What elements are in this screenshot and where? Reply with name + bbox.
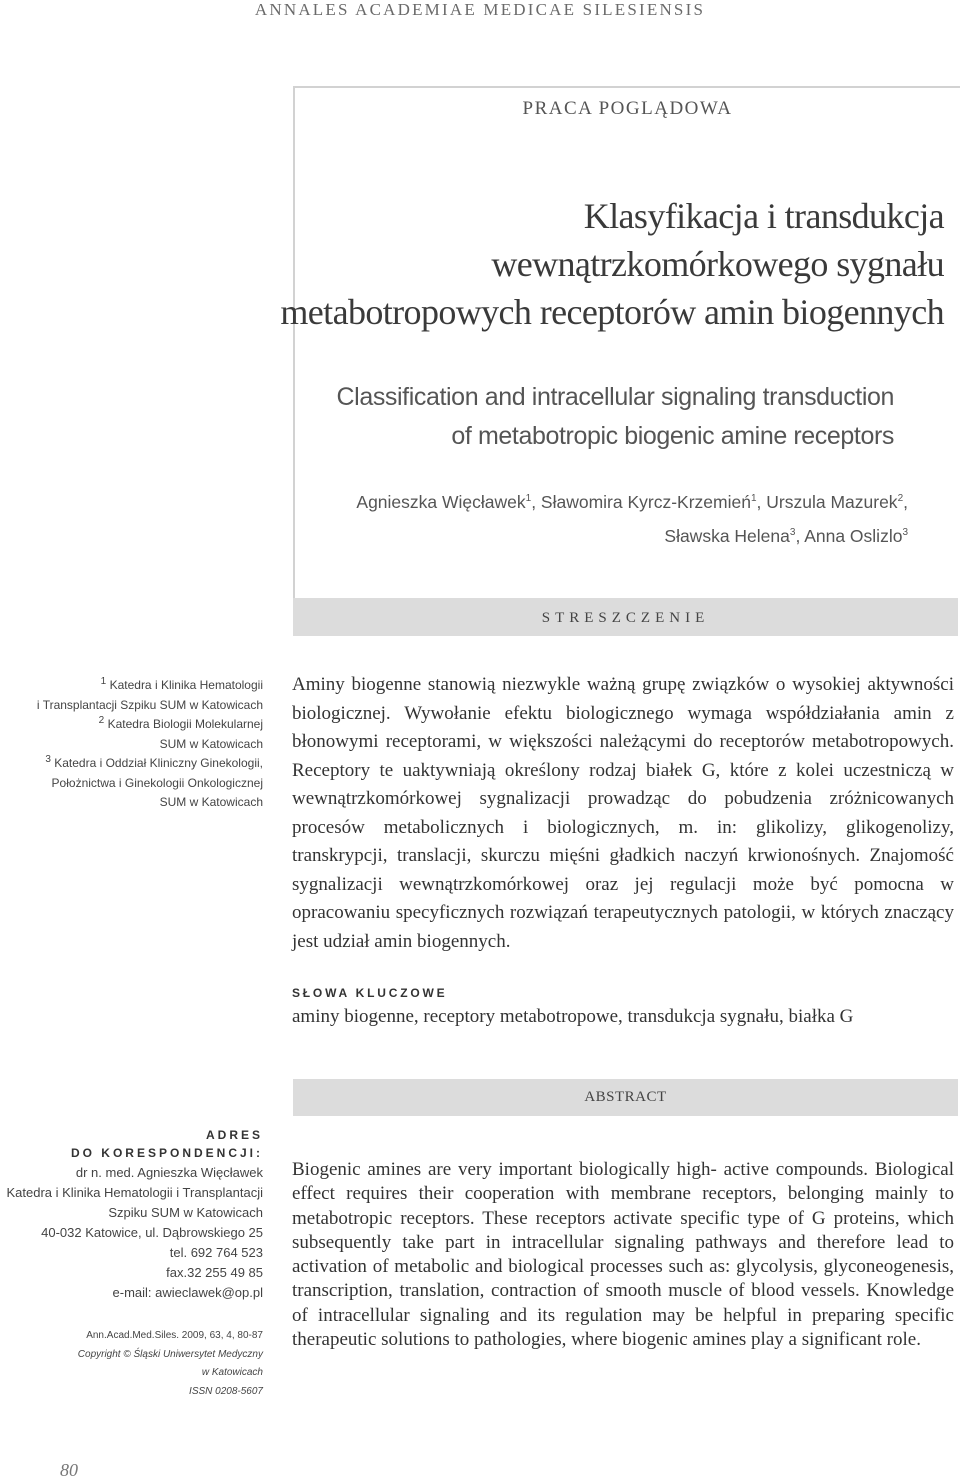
author-affiliation-mark: 3 xyxy=(789,527,796,539)
title-pl-line-2: wewnątrzkomórkowego sygnału xyxy=(491,244,944,284)
address-line: Katedra i Klinika Hematologii i Transplantacji xyxy=(6,1185,263,1200)
author-affiliation-mark: 3 xyxy=(902,527,908,539)
copyright-line: Copyright © Śląski Uniwersytet Medyczny xyxy=(77,1348,263,1360)
abstract-pl: Aminy biogenne stanowią niezwykle ważną grupę związków o wysokiej aktywności biologicznej. Wywołanie efektu biologicznego wymaga współdziałania amin z błonowymi receptorami, w większości należącymi do receptorów metabotropowych. Receptory te uaktywniają określony rodzaj białek G, które z kolei uczestniczą w wewnątrzkomórkowej sygnalizacji prowadząc do pobudzenia zróżnicowanych procesów metabolicznych i biologicznych, m. in: glikolizy, glikogenolizy, transkrypcji, translacji, skurczu mięśni gładkich naczyń krwionośnych. Znajomość sygnalizacji wewnątrzkomórkowej oraz jej regulacji może być pomocna w opracowaniu specyficznych rozwiązań terapeutycznych patologii, w których znaczący jest udział amin biogennych. xyxy=(292,674,954,952)
address-line: dr n. med. Agnieszka Więcławek xyxy=(75,1165,263,1180)
email-address: e-mail: awieclawek@op.pl xyxy=(112,1285,263,1300)
author-affiliation-mark: 1 xyxy=(525,493,532,505)
authors-line-2 xyxy=(295,519,908,553)
correspondence-label-line-2: DO KORESPONDENCJI: xyxy=(70,1146,263,1160)
correspondence-label-line-1: ADRES xyxy=(205,1128,263,1142)
affiliation-mark: 2 xyxy=(98,715,105,726)
authors-line-1 xyxy=(295,485,908,519)
correspondence-label xyxy=(0,1126,263,1162)
abstract-header: ABSTRACT xyxy=(293,1079,958,1116)
affiliation-line xyxy=(0,676,263,696)
keywords-text: aminy biogenne, receptory metabotropowe, transdukcja sygnału, białka G xyxy=(292,1006,854,1027)
title-en-line-1: Classification and intracellular signaling transduction xyxy=(336,383,894,411)
streszczenie-header: STRESZCZENIE xyxy=(293,598,958,636)
correspondence-address xyxy=(0,1163,263,1303)
address-line: 40-032 Katowice, ul. Dąbrowskiego 25 xyxy=(41,1225,263,1240)
authors xyxy=(295,485,960,553)
affiliation-mark: 3 xyxy=(45,754,51,765)
title-pl-line-3: metabotropowych receptorów amin biogennych xyxy=(280,292,944,332)
author-name: , Urszula Mazurek xyxy=(756,492,898,512)
affiliation-line: i Transplantacji Szpiku SUM w Katowicach xyxy=(36,697,263,712)
title-en xyxy=(295,378,960,456)
address-line: fax.32 255 49 85 xyxy=(166,1265,263,1280)
header-frame-top xyxy=(293,86,960,88)
affiliation-line xyxy=(0,715,263,735)
abstract-en: Biogenic amines are very important biologically high- active compounds. Biological effect requires their cooperation with membrane receptors, belonging mainly to metabotropic receptors. These receptors activate specific type of G proteins, which subsequently take part in intracellular signaling pathways and therefore lead to activation of metabolic and biological processes such as: glycolysis, glyconeogenesis, transcription, translation, contraction of smooth muscle of blood vessels. Knowledge of intracellular signaling and its regulation may be helpful in preparing specific therapeutic solutions to pathologies, where biogenic amines play a significant role. xyxy=(292,1159,954,1351)
author-name: , Sławomira Kyrcz-Krzemień xyxy=(531,492,751,512)
page-number: 80 xyxy=(60,1460,78,1480)
affiliation-text: Katedra Biologii Molekularnej xyxy=(107,717,263,731)
keywords-label: SŁOWA KLUCZOWE xyxy=(292,986,448,1000)
affiliation-mark: 1 xyxy=(100,676,107,687)
author-separator: , xyxy=(903,492,908,512)
affiliation-line: SUM w Katowicach xyxy=(159,736,263,751)
journal-name: ANNALES ACADEMIAE MEDICAE SILESIENSIS xyxy=(254,0,706,19)
affiliation-line: SUM w Katowicach xyxy=(159,795,263,809)
copyright-line: w Katowicach xyxy=(201,1367,263,1378)
address-line: Szpiku SUM w Katowicach xyxy=(108,1205,263,1220)
author-name: Sławska Helena xyxy=(664,526,790,546)
title-pl-line-1: Klasyfikacja i transdukcja xyxy=(583,196,944,236)
title-pl xyxy=(280,192,960,336)
title-en-line-2: of metabotropic biogenic amine receptors xyxy=(451,422,894,450)
author-affiliation-mark: 1 xyxy=(750,493,757,505)
citation-line: Ann.Acad.Med.Siles. 2009, 63, 4, 80-87 xyxy=(86,1330,263,1341)
affiliation-line xyxy=(0,754,263,774)
affiliation-text: Katedra i Klinika Hematologii xyxy=(109,678,263,692)
article-type: PRACA POGLĄDOWA xyxy=(522,98,733,119)
affiliations xyxy=(0,676,263,813)
affiliation-text: Katedra i Oddział Kliniczny Ginekologii, xyxy=(54,756,263,770)
citation xyxy=(0,1327,263,1401)
affiliation-line: Położnictwa i Ginekologii Onkologicznej xyxy=(51,775,263,790)
author-name: Agnieszka Więcławek xyxy=(356,492,526,512)
author-name: , Anna Oslizlo xyxy=(795,526,903,546)
address-line: tel. 692 764 523 xyxy=(169,1245,263,1260)
issn-line: ISSN 0208-5607 xyxy=(189,1385,263,1397)
author-affiliation-mark: 2 xyxy=(897,493,904,505)
